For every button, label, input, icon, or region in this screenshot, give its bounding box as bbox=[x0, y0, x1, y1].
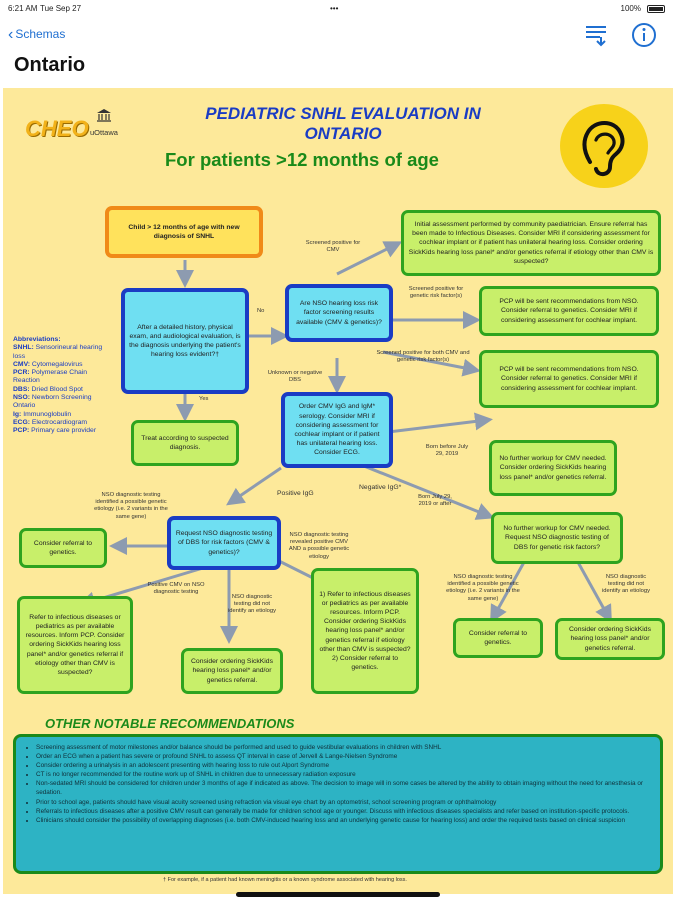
abbr-item: PCP: Primary care provider bbox=[13, 427, 97, 435]
nav-actions bbox=[581, 20, 659, 50]
abbr-item: CMV: Cytomegalovirus bbox=[13, 360, 83, 368]
abbr-item: ECG: Electrocardiogram bbox=[13, 418, 88, 426]
abbr-item: Ig: Immunoglobulin bbox=[13, 410, 72, 418]
recommendation-item: • Referrals to infectious diseases after a positive CMV result can generally be made for children school age or younger. Discuss with infectious diseases specialists and refer based on institution-specific protocols. bbox=[36, 807, 650, 816]
label-born-before: Born before July 29, 2019 bbox=[425, 444, 469, 458]
footnote: † For example, if a patient had known meningitis or a known syndrome associated with hearing loss. bbox=[163, 877, 407, 883]
recommendation-item: • Order an ECG when a patient has severe or profound SNHL to assess QT interval in case of Jervell & Lange-Nielsen Syndrome bbox=[36, 752, 650, 761]
poster-title-line1: PEDIATRIC SNHL EVALUATION IN bbox=[205, 104, 481, 123]
recommendation-item: • Prior to school age, patients should have visual acuity screened using refraction via visual eye chart by an optometrist, school screening program or ophthalmology bbox=[36, 798, 650, 807]
box-pcp-both: PCP will be sent recommendations from NSO. Consider referral to genetics. Consider MRI if considering assessment for cochlear implant. bbox=[479, 350, 659, 408]
label-yes: Yes bbox=[199, 396, 209, 402]
recommendations-list bbox=[13, 734, 663, 874]
status-battery-text: 100% bbox=[620, 4, 641, 13]
box-initial-assessment: Initial assessment performed by community paediatrician. Ensure referral has been made to Infectious Diseases. Consider MRI if considering assessment for cochlear implant or if patient has unilateral hearing loss. Consider ordering SickKids hearing loss panel* and/or genetics referral if etiology other than CMV is suspected? bbox=[401, 210, 661, 276]
abbreviations-heading: Abbreviations: bbox=[13, 336, 61, 343]
label-unknown-dbs: Unknown or negative DBS bbox=[267, 370, 323, 384]
label-negative-igg: Negative IgG* bbox=[359, 484, 402, 491]
label-no: No bbox=[257, 308, 265, 314]
box-request-nso: Request NSO diagnostic testing of DBS for risk factors (CMV & genetics)? bbox=[167, 516, 281, 570]
abbr-item: DBS: Dried Blood Spot bbox=[13, 385, 83, 393]
info-icon[interactable] bbox=[629, 20, 659, 50]
abbr-item: NSO: Newborn Screening Ontario bbox=[13, 393, 92, 410]
battery-icon bbox=[647, 4, 665, 13]
label-positive-igg: Positive IgG bbox=[277, 490, 314, 497]
abbreviations bbox=[13, 336, 115, 435]
back-button[interactable] bbox=[8, 26, 65, 44]
label-no-etiology: NSO diagnostic testing did not identify an etiology bbox=[227, 594, 277, 615]
other-recommendations-title: OTHER NOTABLE RECOMMENDATIONS bbox=[45, 716, 295, 731]
status-time: 6:21 AM bbox=[8, 4, 38, 13]
label-positive-cmv: Positive CMV on NSO diagnostic testing bbox=[147, 582, 205, 596]
box-refer-both: 1) Refer to infectious diseases or pediatrics as per available resources. Inform PCP. Consider ordering SickKids hearing loss panel* and/or genetics referral if etiology other than CMV is suspected? 2) Consider referral to genetics. bbox=[311, 568, 419, 694]
label-no-etiology-right: NSO diagnostic testing did not identify an etiology bbox=[601, 574, 651, 595]
label-nso-genetic-right: NSO diagnostic testing identified a possible genetic etiology (i.e. 2 variants in the same gene) bbox=[446, 574, 520, 602]
status-bar bbox=[0, 0, 675, 16]
status-date: Tue Sep 27 bbox=[40, 4, 82, 13]
abbr-item: SNHL: Sensorineural hearing loss bbox=[13, 344, 103, 360]
label-screened-both: Screened positive for both CMV and genetic risk factor(s) bbox=[376, 350, 470, 364]
box-consider-sickkids-right: Consider ordering SickKids hearing loss panel* and/or genetics referral. bbox=[555, 618, 665, 660]
box-no-workup-2: No further workup for CMV needed. Request NSO diagnostic testing of DBS for genetic risk factors? bbox=[491, 512, 623, 564]
recommendation-item: • Non-sedated MRI should be considered for children under 3 months of age if indicated as above. The decision to image will in some cases be altered by the ability to obtain imaging without the need for anesthesia or sedation. bbox=[36, 779, 650, 797]
box-treat: Treat according to suspected diagnosis. bbox=[131, 420, 239, 466]
abbr-item: PCR: Polymerase Chain Reaction bbox=[13, 369, 88, 385]
box-nso-risk: Are NSO hearing loss risk factor screening results available (CMV & genetics)? bbox=[285, 284, 393, 342]
download-icon[interactable] bbox=[581, 20, 611, 50]
box-order-cmv: Order CMV IgG and IgM* serology. Consider MRI if considering assessment for cochlear implant or if patient has unilateral hearing loss. Consider ECG. bbox=[281, 392, 393, 468]
box-consider-sickkids: Consider ordering SickKids hearing loss panel* and/or genetics referral. bbox=[181, 648, 283, 694]
status-dots: ••• bbox=[330, 4, 339, 13]
poster-subtitle: For patients >12 months of age bbox=[165, 149, 439, 170]
cheo-logo: CHEO bbox=[25, 116, 89, 141]
box-no-workup-1: No further workup for CMV needed. Consider ordering SickKids hearing loss panel* and/or genetics referral. bbox=[489, 440, 617, 496]
chevron-left-icon: ‹ bbox=[8, 26, 14, 43]
recommendation-item: • Screening assessment of motor milestones and/or balance should be performed and used to guide vestibular evaluations in children with SNHL bbox=[36, 743, 650, 752]
recommendation-item: • Consider ordering a urinalysis in an adolescent presenting with hearing loss to rule out Alport Syndrome bbox=[36, 761, 650, 770]
box-pcp-genetics: PCP will be sent recommendations from NSO. Consider referral to genetics. Consider MRI if considering assessment for cochlear implant. bbox=[479, 286, 659, 336]
flowchart-poster bbox=[3, 88, 673, 894]
box-consider-genetics-left: Consider referral to genetics. bbox=[19, 528, 107, 568]
back-label: Schemas bbox=[15, 27, 66, 41]
home-indicator[interactable] bbox=[236, 892, 440, 897]
box-start: Child > 12 months of age with new diagnosis of SNHL bbox=[105, 206, 263, 258]
page-title: Ontario bbox=[14, 54, 86, 76]
box-consider-genetics-right: Consider referral to genetics. bbox=[453, 618, 543, 658]
label-screened-genetic: Screened positive for genetic risk factor(s) bbox=[408, 286, 464, 300]
recommendation-item: • CT is no longer recommended for the routine work up of SNHL in children due to unnecessary radiation exposure bbox=[36, 770, 650, 779]
label-nso-cmv-genetic: NSO diagnostic testing revealed positive CMV AND a possible genetic etiology bbox=[288, 532, 350, 560]
box-detailed-evaluation: After a detailed history, physical exam, and audiological evaluation, is the diagnosis underlying the patient's hearing loss evident?† bbox=[121, 288, 249, 394]
navigation-bar bbox=[0, 16, 675, 88]
box-refer-infectious: Refer to infectious diseases or pediatrics as per available resources. Inform PCP. Consider ordering SickKids hearing loss panel* and/or genetics referral if etiology other than CMV is suspected? bbox=[17, 596, 133, 694]
poster-title-line2: ONTARIO bbox=[304, 124, 382, 143]
recommendation-item: • Clinicians should consider the possibility of overlapping diagnoses (i.e. both CMV-induced hearing loss and an underlying genetic cause for hearing loss) and order the required tests based on clinical suspicion bbox=[36, 816, 650, 825]
label-screened-cmv: Screened positive for CMV bbox=[305, 240, 361, 254]
label-born-after: Born July 29, 2019 or after bbox=[418, 494, 452, 508]
label-nso-genetic: NSO diagnostic testing identified a possible genetic etiology (i.e. 2 variants in the same gene) bbox=[94, 492, 168, 520]
uottawa-logo: uOttawa bbox=[90, 128, 118, 137]
